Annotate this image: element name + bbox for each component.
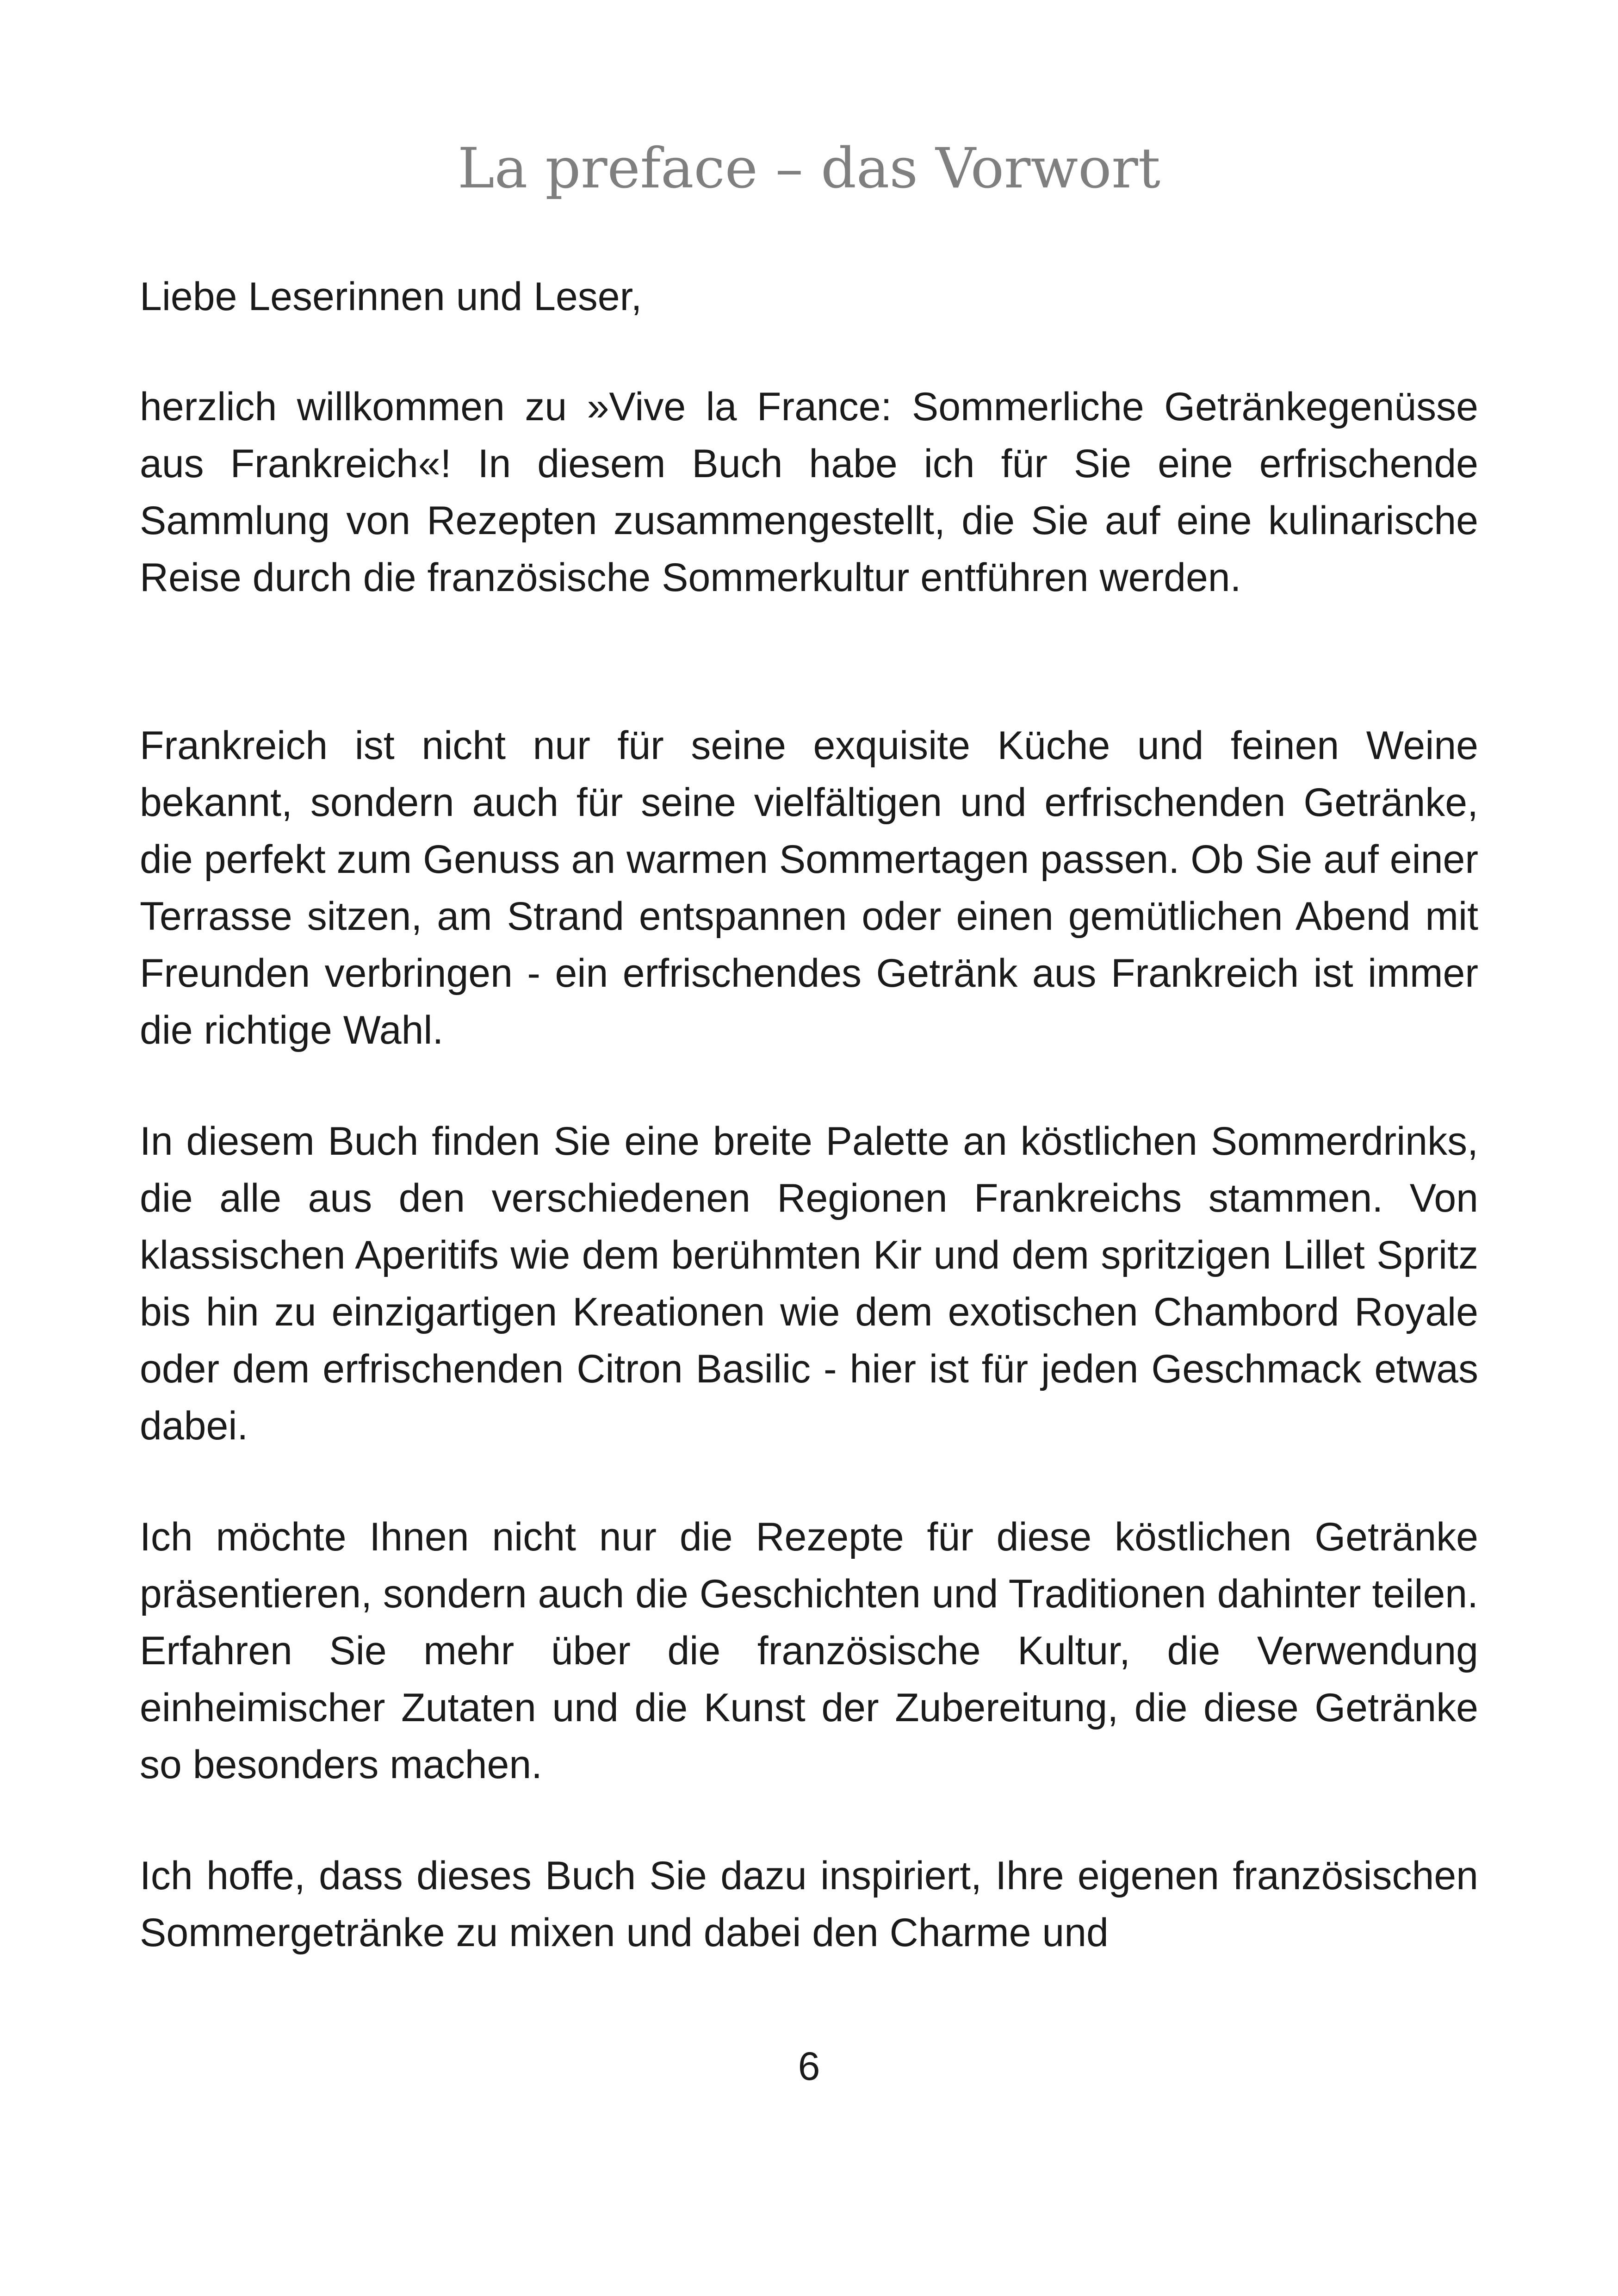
paragraph-welcome: herzlich willkommen zu »Vive la France: Sommerliche Getränkegenüsse aus Frankreich«! In diesem Buch habe ich für Sie eine erfrischende Sammlung von Rezepten zusammengestellt, die Sie auf eine kulinarische Reise durch die französische Sommerkultur entführen werden. xyxy=(140,385,1478,600)
page-title: La preface – das Vorwort xyxy=(458,137,1160,201)
paragraph-france-drinks: Frankreich ist nicht nur für seine exquisite Küche und feinen Weine bekannt, sondern auch für seine vielfältigen und erfrischenden Getränke, die perfekt zum Genuss an warmen Sommertagen passen. Ob Sie auf einer Terrasse sitzen, am Strand entspannen oder einen gemütlichen Abend mit Freunden verbringen - ein erfrischendes Getränk aus Frankreich ist immer die richtige Wahl. xyxy=(140,723,1478,1052)
page-number: 6 xyxy=(798,2044,820,2089)
paragraph-inspiration: Ich hoffe, dass dieses Buch Sie dazu inspiriert, Ihre eigenen französischen Sommergetränke zu mixen und dabei den Charme und xyxy=(140,1854,1478,1955)
salutation: Liebe Leserinnen und Leser, xyxy=(140,274,642,319)
paragraph-book-contents: In diesem Buch finden Sie eine breite Palette an köstlichen Sommerdrinks, die alle aus den verschiedenen Regionen Frankreichs stammen. Von klassischen Aperitifs wie dem berühmten Kir und dem spritzigen Lillet Spritz bis hin zu einzigartigen Kreationen wie dem exotischen Chambord Royale oder dem erfrischenden Citron Basilic - hier ist für jeden Geschmack etwas dabei. xyxy=(140,1119,1478,1448)
paragraph-stories-traditions: Ich möchte Ihnen nicht nur die Rezepte für diese köstlichen Getränke präsentieren, sondern auch die Geschichten und Traditionen dahinter teilen. Erfahren Sie mehr über die französische Kultur, die Verwendung einheimischer Zutaten und die Kunst der Zubereitung, die diese Getränke so besonders machen. xyxy=(140,1515,1478,1787)
